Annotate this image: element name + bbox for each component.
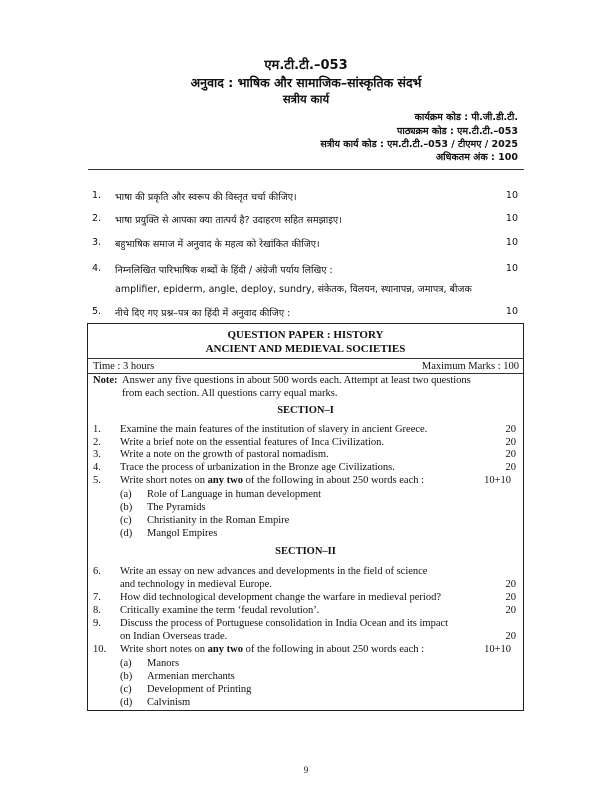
paper-question-2: 2. Write a brief note on the essential features of Inca Civilization. 20 bbox=[93, 437, 516, 448]
paper-question-9: 9. Discuss the process of Portuguese consolidation in India Ocean and its impact bbox=[93, 618, 449, 629]
paper-question-3: 3. Write a note on the growth of pastoral nomadism. 20 bbox=[93, 449, 516, 460]
paper-question-6-cont: and technology in medieval Europe. 20 bbox=[120, 579, 516, 590]
paper-question-1: 1. Examine the main features of the institution of slavery in ancient Greece. 20 bbox=[93, 424, 516, 435]
paper-question-4: 4. Trace the process of urbanization in the Bronze age Civilizations. 20 bbox=[93, 462, 516, 473]
assignment-title: सत्रीय कार्य bbox=[282, 92, 330, 106]
paper-subtitle: ANCIENT AND MEDIEVAL SOCIETIES bbox=[205, 343, 406, 355]
paper-max-marks: Maximum Marks : 100 bbox=[421, 361, 519, 372]
note-text-2: from each section. All questions carry equal marks. bbox=[122, 388, 338, 399]
note-label: Note: bbox=[93, 375, 118, 386]
section-1-heading: SECTION–I bbox=[277, 405, 334, 416]
section-2-heading: SECTION–II bbox=[275, 546, 336, 557]
programme-code: कार्यक्रम कोड : पी.जी.डी.टी. bbox=[414, 112, 518, 123]
paper-question-9-cont: on Indian Overseas trade. 20 bbox=[120, 631, 516, 642]
course-title: अनुवाद : भाषिक और सामाजिक–सांस्कृतिक संदर्भ bbox=[190, 75, 422, 90]
question-5: 5. नीचे दिए गए प्रश्न–पत्र का हिंदी में अनुवाद कीजिए : 10 bbox=[92, 306, 518, 319]
paper-question-6: 6. Write an essay on new advances and developments in the field of science bbox=[93, 566, 428, 577]
question-4-terms: amplifier, epiderm, angle, deploy, sundry, संकेतक, विलयन, स्थानापन्न, जमापत्र, बीजक bbox=[115, 284, 472, 295]
maximum-marks: अधिकतम अंक : 100 bbox=[435, 152, 518, 163]
paper-title-divider bbox=[87, 358, 524, 359]
course-code-title: एम.टी.टी.–053 bbox=[264, 58, 348, 73]
page-number: 9 bbox=[303, 765, 309, 775]
note-text-1: Answer any five questions in about 500 words each. Attempt at least two questions bbox=[122, 375, 471, 386]
paper-time-divider bbox=[87, 373, 524, 374]
course-code: पाठ्यक्रम कोड : एम.टी.टी.–053 bbox=[397, 126, 518, 137]
paper-question-7: 7. How did technological development change the warfare in medieval period? 20 bbox=[93, 592, 516, 603]
assignment-code: सत्रीय कार्य कोड : एम.टी.टी.–053 / टीएमए / 2025 bbox=[320, 139, 518, 150]
question-4: 4. निम्नलिखित पारिभाषिक शब्दों के हिंदी / अंग्रेजी पर्याय लिखिए : 10 bbox=[92, 263, 518, 276]
question-2: 2. भाषा प्रयुक्ति से आपका क्या तात्पर्य है? उदाहरण सहित समझाइए। 10 bbox=[92, 213, 518, 226]
paper-question-8: 8. Critically examine the term ‘feudal revolution’. 20 bbox=[93, 605, 516, 616]
question-3: 3. बहुभाषिक समाज में अनुवाद के महत्व को रेखांकित कीजिए। 10 bbox=[92, 237, 518, 250]
question-1: 1. भाषा की प्रकृति और स्वरूप की विस्तृत चर्चा कीजिए। 10 bbox=[92, 190, 518, 203]
paper-question-10: 10. Write short notes on any two of the following in about 250 words each : 10+10 bbox=[93, 644, 511, 655]
header-divider bbox=[88, 169, 524, 170]
paper-time: Time : 3 hours bbox=[93, 361, 155, 372]
paper-title: QUESTION PAPER : HISTORY bbox=[227, 329, 384, 341]
paper-question-5: 5. Write short notes on any two of the following in about 250 words each : 10+10 bbox=[93, 475, 511, 486]
